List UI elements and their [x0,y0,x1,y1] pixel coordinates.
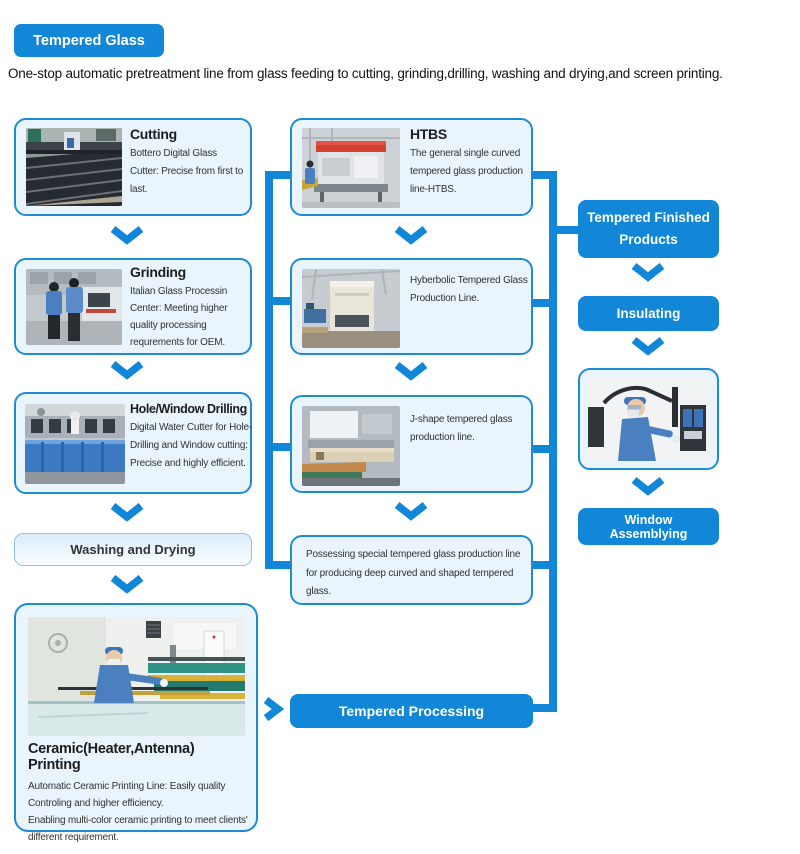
grinding-card [14,258,252,355]
section-tag-tempered-glass [14,24,164,57]
htbs-photo [302,128,400,208]
flow-down-icon [109,575,145,594]
connector-stub-special-right [533,561,549,569]
hyperbolic-photo [302,269,400,348]
cutting-card [14,118,252,216]
connector-stub-hyperbolic-right [533,299,549,307]
drilling-card [14,392,252,494]
cutting-description: Bottero Digital Glass Cutter: Precise from first to last. [130,148,244,195]
grinding-photo [26,269,122,345]
special-line-card [290,535,533,605]
flow-down-icon [393,502,429,521]
washing-drying-card [14,533,252,566]
tempered-finished-products-node [578,200,719,258]
flow-down-icon [393,226,429,245]
connector-vertical-right [549,171,557,712]
connector-stub-special-left [273,561,290,569]
connector-vertical-left [265,171,273,569]
flow-down-icon [630,477,666,496]
flow-down-icon [109,226,145,245]
insulating-label: Insulating [616,306,681,321]
tempered-finished-products-label: Tempered Finished Products [587,210,710,247]
hyperbolic-card [290,258,533,355]
ceramic-printing-description-2: Enabling multi-color ceramic printing to meet clients' different requirement. [28,815,248,843]
flow-right-icon [262,696,284,722]
flow-down-icon [109,361,145,380]
tempered-processing-label: Tempered Processing [338,703,485,719]
window-assembling-label: Window Assemblying [609,512,688,541]
hyperbolic-description: Hyberbolic Tempered Glass Production Line. [410,275,528,304]
intro-subtitle: One-stop automatic pretreatment line from glass feeding to cutting, grinding,drilling, washing and drying,and screen printing. [8,66,723,81]
jshape-description: J-shape tempered glass production line. [410,414,513,443]
htbs-title: HTBS [410,126,447,142]
washing-drying-label: Washing and Drying [70,542,196,557]
ceramic-printing-description-1: Automatic Ceramic Printing Line: Easily quality Controling and higher efficiency. [28,781,226,809]
connector-stub-htbs-right [533,171,549,179]
tempered-processing-node [290,694,533,728]
grinding-title: Grinding [130,264,186,280]
assembling-photo [588,377,709,461]
drilling-photo [25,404,125,484]
htbs-card [290,118,533,216]
ceramic-printing-photo [28,617,245,736]
cutting-title: Cutting [130,126,177,142]
connector-stub-jshape-left [273,443,290,451]
window-assembling-node [578,508,719,545]
htbs-description: The general single curved tempered glass production line-HTBS. [410,148,523,195]
special-line-description: Possessing special tempered glass production line for producing deep curved and shaped tempered glass. [306,549,521,597]
jshape-card [290,395,533,493]
drilling-title: Hole/Window Drilling [130,402,247,416]
ceramic-printing-title: Ceramic(Heater,Antenna) Printing [28,741,195,773]
drilling-description: Digital Water Cutter for Hole-Drilling and Window cutting: Precise and highly efficient. [130,422,252,469]
jshape-photo [302,406,400,486]
connector-stub-tempered-processing [533,704,549,712]
connector-stub-htbs-left [273,171,290,179]
flow-down-icon [630,337,666,356]
flow-down-icon [630,263,666,282]
insulating-node [578,296,719,331]
connector-stub-finished-products [557,226,578,234]
section-tag-label: Tempered Glass [33,32,145,49]
cutting-photo [26,128,122,206]
flow-down-icon [393,362,429,381]
flow-down-icon [109,503,145,522]
connector-stub-jshape-right [533,445,549,453]
connector-stub-hyperbolic-left [273,297,290,305]
ceramic-printing-card [14,603,258,843]
assembling-photo-card [578,368,719,470]
grinding-description: Italian Glass Processin Center: Meeting higher quality processing requrements for OEM. [130,286,228,348]
